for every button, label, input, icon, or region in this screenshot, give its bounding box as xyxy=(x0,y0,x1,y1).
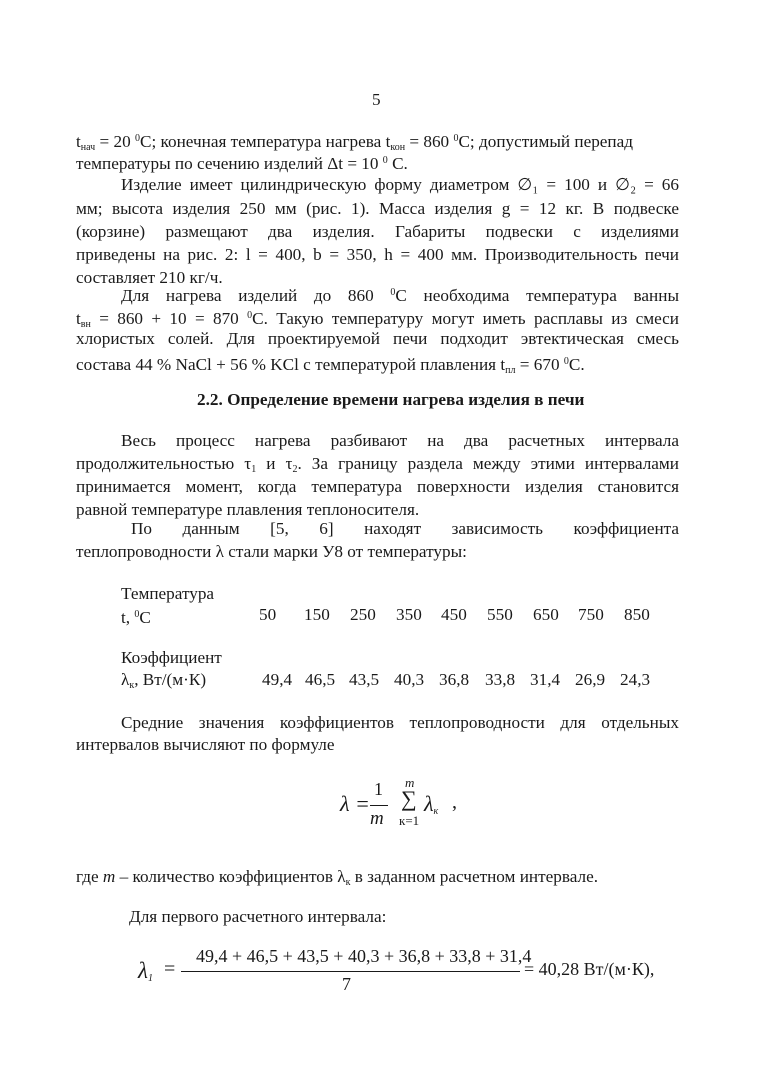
first-interval-label: Для первого расчетного интервала: xyxy=(129,907,387,926)
p3-line4: состава 44 % NaCl + 56 % KCl с температурой плавления $t_{пл} = 670$ $^0$С. xyxy=(76,355,585,376)
formula2-lhs: $\lambda_1$ xyxy=(138,958,153,984)
p4-line2: продолжительностью $\tau_1$ и $\tau_2$. За границу раздела между этими интервалами xyxy=(76,454,680,475)
table-coef-cell: 33,8 xyxy=(485,670,516,689)
p2-line1: Изделие имеет цилиндрическую форму диаметром ∅₁ = 100 и ∅₂ = 66 xyxy=(121,175,679,194)
p2-line3: (корзине) размещают два изделия. Габариты подвески с изделиями xyxy=(76,222,679,241)
formula2-result: = 40,28 Вт/(м·К), xyxy=(524,959,655,979)
p3-line3: хлористых солей. Для проектируемой печи подходит эвтектическая смесь xyxy=(76,329,679,348)
table-temp-cell: 850 xyxy=(624,605,650,624)
formula1-tail: , xyxy=(452,791,457,813)
table-temp-label: Температура xyxy=(121,584,215,603)
formula1-lhs: λ = xyxy=(340,791,370,816)
p1-line2: температуры по сечению изделий Δt = 10 $^0$ С. xyxy=(76,154,408,173)
formula1-sigma: ∑ xyxy=(401,786,417,811)
table-coef-label: Коэффициент xyxy=(121,648,222,667)
formula2-den: 7 xyxy=(342,974,351,994)
table-coef-unit: $\lambda_к$, Вт/(м·К) xyxy=(121,670,207,691)
table-coef-cell: 43,5 xyxy=(349,670,380,689)
formula1-sum-top: m xyxy=(405,775,415,790)
table-temp-cell: 150 xyxy=(304,605,330,624)
p2-line2: мм; высота изделия 250 мм (рис. 1). Масса изделия g = 12 кг. В подвеске xyxy=(76,199,679,218)
formula2-fraction-bar xyxy=(181,971,520,972)
table-coef-cell: 49,4 xyxy=(262,670,293,689)
formula1-num: 1 xyxy=(374,779,383,799)
p2-line4: приведены на рис. 2: l = 400, b = 350, h = 400 мм. Производительность печи xyxy=(76,245,679,264)
where-line: где m – количество коэффициентов $\lambda_к$ в заданном расчетном интервале. xyxy=(76,867,599,888)
p3-line2: $t_{вн} = 860 + 10 = 870$ $^0$С. Такую температуру могут иметь расплавы из смеси xyxy=(76,309,679,330)
formula1-den: m xyxy=(370,808,384,829)
table-temp-cell: 550 xyxy=(487,605,513,624)
p5-line1: По данным [5, 6] находят зависимость коэффициента xyxy=(131,519,679,538)
formula1-term: $\lambda_к$ xyxy=(424,791,439,817)
p5-line2: теплопроводности λ стали марки У8 от температуры: xyxy=(76,542,467,561)
p6-line1: Средние значения коэффициентов теплопроводности для отдельных xyxy=(121,713,679,732)
p1-line1: $t_{нач} = 20$ $^0$С; конечная температура нагрева $t_{кон} = 860$ $^0$С; допустимый перепад xyxy=(76,132,633,153)
p4-line1: Весь процесс нагрева разбивают на два расчетных интервала xyxy=(121,431,679,450)
table-coef-cell: 46,5 xyxy=(305,670,336,689)
p2-line5: составляет 210 кг/ч. xyxy=(76,268,223,287)
table-coef-cell: 40,3 xyxy=(394,670,425,689)
table-temp-cell: 750 xyxy=(578,605,604,624)
formula2-eq: = xyxy=(164,958,176,980)
table-temp-cell: 50 xyxy=(259,605,277,624)
table-coef-cell: 31,4 xyxy=(530,670,561,689)
table-temp-cell: 350 xyxy=(396,605,422,624)
page-number: 5 xyxy=(372,90,381,109)
p3-line1: Для нагрева изделий до 860 $^0$С необходима температура ванны xyxy=(121,286,679,305)
table-coef-cell: 26,9 xyxy=(575,670,606,689)
table-temp-cell: 450 xyxy=(441,605,467,624)
table-coef-cell: 24,3 xyxy=(620,670,651,689)
formula2-num: 49,4 + 46,5 + 43,5 + 40,3 + 36,8 + 33,8 + 31,4 xyxy=(196,946,532,966)
formula1-fraction-bar xyxy=(370,805,388,806)
table-coef-cell: 36,8 xyxy=(439,670,470,689)
table-temp-cell: 250 xyxy=(350,605,376,624)
p4-line4: равной температуре плавления теплоносителя. xyxy=(76,500,420,519)
table-temp-cell: 650 xyxy=(533,605,559,624)
p6-line2: интервалов вычисляют по формуле xyxy=(76,735,335,754)
table-temp-unit: t, $^0$С xyxy=(121,608,151,627)
formula1-sum-bottom: к=1 xyxy=(399,813,420,828)
section-heading: 2.2. Определение времени нагрева изделия в печи xyxy=(197,390,585,409)
p4-line3: принимается момент, когда температура поверхности изделия становится xyxy=(76,477,679,496)
